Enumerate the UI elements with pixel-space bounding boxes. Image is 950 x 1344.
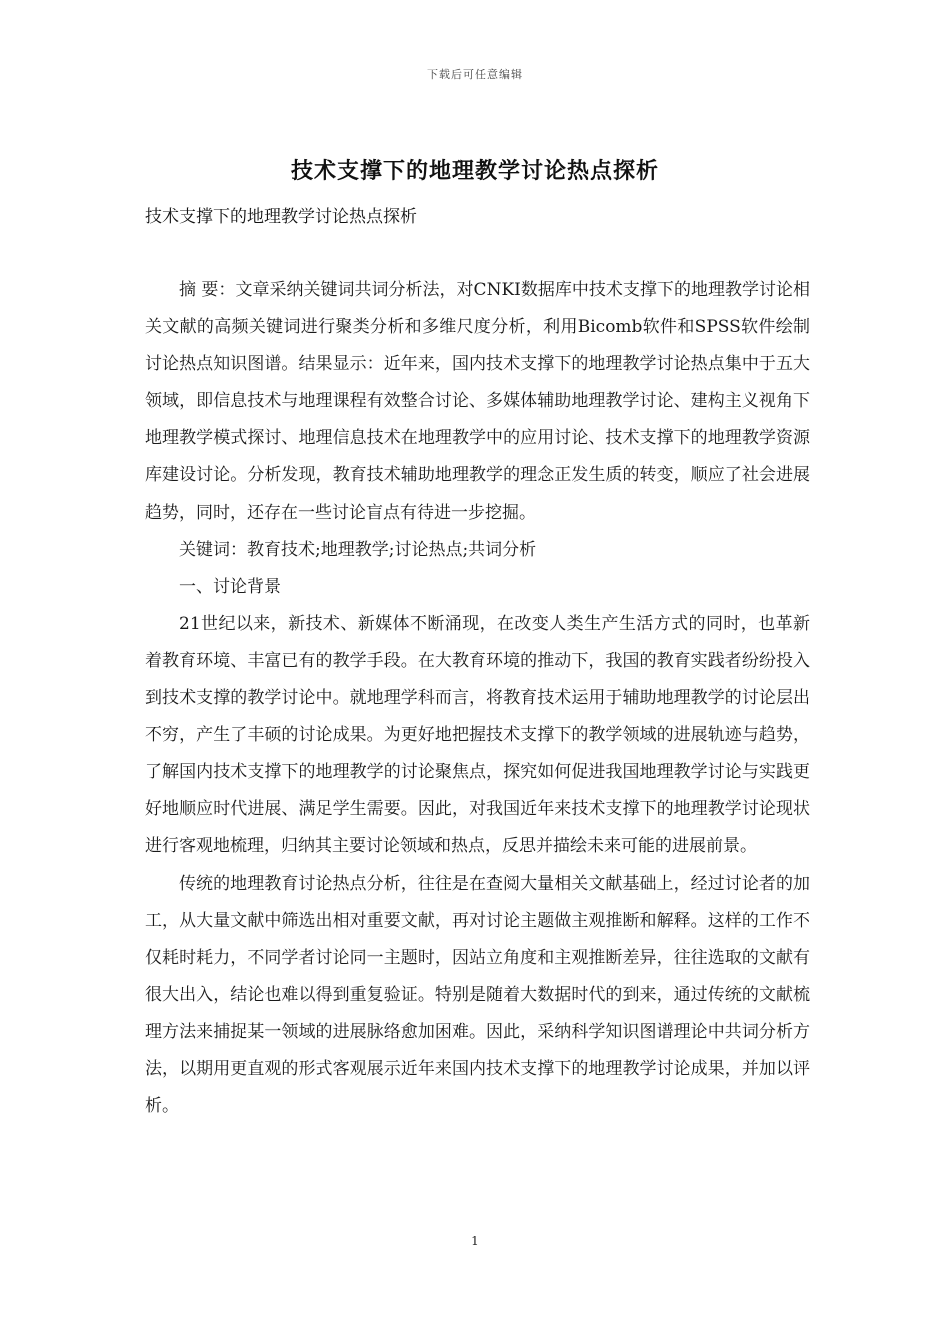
document-subtitle: 技术支撑下的地理教学讨论热点探析: [145, 207, 417, 227]
abstract-paragraph: 摘 要：文章采纳关键词共词分析法，对CNKI数据库中技术支撑下的地理教学讨论相关文献的高频关键词进行聚类分析和多维尺度分析，利用Bicomb软件和SPSS软件绘制讨论热点知识图谱。结果显示：近年来，国内技术支撑下的地理教学讨论热点集中于五大领域，即信息技术与地理课程有效整合讨论、多媒体辅助地理教学讨论、建构主义视角下地理教学模式探讨、地理信息技术在地理教学中的应用讨论、技术支撑下的地理教学资源库建设讨论。分析发现，教育技术辅助地理教学的理念正发生质的转变，顺应了社会进展趋势，同时，还存在一些讨论盲点有待进一步挖掘。: [145, 280, 810, 523]
body-paragraph: 传统的地理教育讨论热点分析，往往是在查阅大量相关文献基础上，经过讨论者的加工，从大量文献中筛选出相对重要文献，再对讨论主题做主观推断和解释。这样的工作不仅耗时耗力，不同学者讨论同一主题时，因站立角度和主观推断差异，往往选取的文献有很大出入，结论也难以得到重复验证。特别是随着大数据时代的到来，通过传统的文献梳理方法来捕捉某一领域的进展脉络愈加困难。因此，采纳科学知识图谱理论中共词分析方法，以期用更直观的形式客观展示近年来国内技术支撑下的地理教学讨论成果，并加以评析。: [145, 873, 810, 1117]
document-body: [145, 272, 810, 1125]
page-header-note: 下载后可任意编辑: [427, 68, 523, 81]
page-number: 1: [471, 1234, 479, 1248]
body-paragraph: 21世纪以来，新技术、新媒体不断涌现，在改变人类生产生活方式的同时，也革新着教育环境、丰富已有的教学手段。在大教育环境的推动下，我国的教育实践者纷纷投入到技术支撑的教学讨论中。就地理学科而言，将教育技术运用于辅助地理教学的讨论层出不穷，产生了丰硕的讨论成果。为更好地把握技术支撑下的教学领域的进展轨迹与趋势，了解国内技术支撑下的地理教学的讨论聚焦点，探究如何促进我国地理教学讨论与实践更好地顺应时代进展、满足学生需要。因此，对我国近年来技术支撑下的地理教学讨论现状进行客观地梳理，归纳其主要讨论领域和热点，反思并描绘未来可能的进展前景。: [145, 613, 810, 857]
keywords-paragraph: 关键词：教育技术;地理教学;讨论热点;共词分析: [179, 539, 537, 560]
document-title: 技术支撑下的地理教学讨论热点探析: [290, 158, 659, 184]
section-heading: 一、讨论背景: [179, 576, 281, 597]
